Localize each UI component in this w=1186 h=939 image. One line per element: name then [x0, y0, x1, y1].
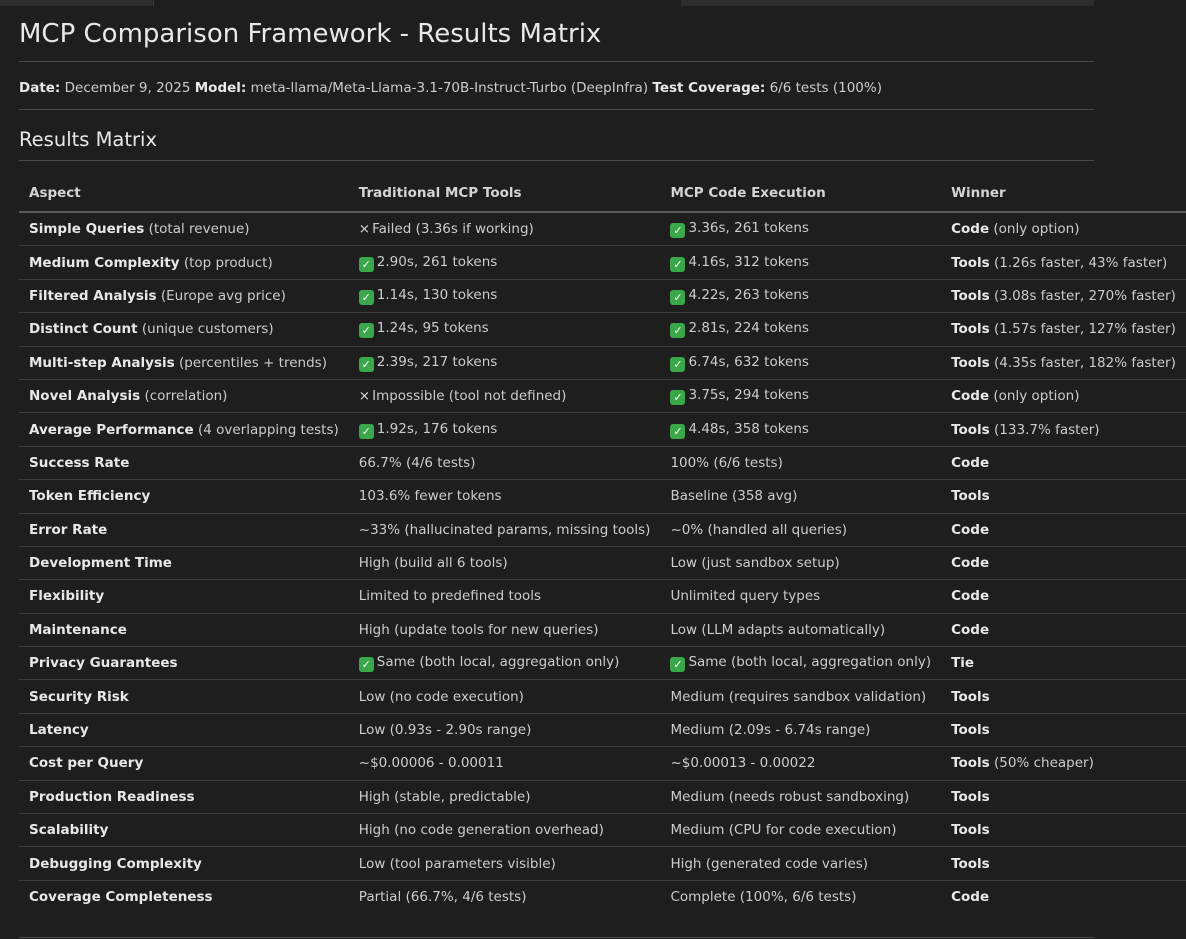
check-icon: ✓	[670, 223, 685, 238]
traditional-tools-value: Failed (3.36s if working)	[372, 221, 534, 238]
check-icon: ✓	[670, 424, 685, 439]
code-execution-value: 100% (6/6 tests)	[670, 454, 783, 471]
traditional-tools-value: Limited to predefined tools	[358, 588, 542, 605]
winner-name: Tools	[951, 822, 990, 839]
traditional-tools-value: High (update tools for new queries)	[358, 621, 599, 638]
winner-note: (4.35s faster, 182% faster)	[994, 354, 1176, 371]
aspect-cell	[19, 713, 349, 746]
table-row	[19, 647, 1186, 680]
aspect-cell	[19, 814, 349, 847]
aspect-cell	[19, 379, 349, 412]
traditional-tools-value: Low (tool parameters visible)	[358, 855, 556, 872]
table-row	[19, 413, 1186, 446]
winner-note: (only option)	[993, 221, 1080, 238]
aspect-cell	[19, 313, 349, 346]
winner-name: Code	[951, 555, 990, 572]
aspect-name: Security Risk	[29, 688, 129, 705]
aspect-note: (correlation)	[144, 388, 228, 405]
aspect-cell	[19, 480, 349, 513]
page-title: MCP Comparison Framework - Results Matrix	[19, 6, 1094, 62]
traditional-tools-value: 66.7% (4/6 tests)	[358, 454, 476, 471]
traditional-tools-cell	[349, 580, 661, 613]
traditional-tools-cell	[349, 313, 661, 346]
code-execution-cell	[660, 546, 941, 579]
winner-name: Code	[951, 621, 990, 638]
aspect-cell	[19, 279, 349, 312]
code-execution-value: Medium (CPU for code execution)	[670, 822, 897, 839]
winner-cell	[941, 379, 1186, 412]
winner-name: Tools	[951, 354, 990, 371]
code-execution-value: Medium (2.09s - 6.74s range)	[670, 722, 871, 739]
aspect-cell	[19, 246, 349, 279]
winner-note: (50% cheaper)	[994, 755, 1094, 772]
code-execution-value: Low (just sandbox setup)	[670, 555, 840, 572]
traditional-tools-cell	[349, 279, 661, 312]
aspect-note: (total revenue)	[148, 221, 250, 238]
code-execution-value: 4.48s, 358 tokens	[688, 420, 809, 437]
aspect-cell	[19, 212, 349, 246]
winner-name: Code	[951, 454, 990, 471]
table-row	[19, 546, 1186, 579]
winner-cell	[941, 613, 1186, 646]
winner-cell	[941, 480, 1186, 513]
aspect-cell	[19, 446, 349, 479]
traditional-tools-cell	[349, 613, 661, 646]
aspect-name: Distinct Count	[29, 321, 138, 338]
winner-name: Tools	[951, 287, 990, 304]
aspect-cell	[19, 546, 349, 579]
aspect-note: (4 overlapping tests)	[197, 421, 339, 438]
code-execution-cell	[660, 246, 941, 279]
traditional-tools-cell	[349, 246, 661, 279]
table-row	[19, 814, 1186, 847]
aspect-name: Production Readiness	[29, 788, 195, 805]
aspect-name: Cost per Query	[29, 755, 144, 772]
aspect-cell	[19, 580, 349, 613]
aspect-note: (percentiles + trends)	[178, 354, 327, 371]
code-execution-cell	[660, 379, 941, 412]
date-value: December 9, 2025	[64, 80, 191, 96]
winner-name: Code	[951, 388, 990, 405]
winner-note: (1.26s faster, 43% faster)	[994, 254, 1168, 271]
check-icon: ✓	[670, 323, 685, 338]
winner-cell	[941, 279, 1186, 312]
code-execution-cell	[660, 847, 941, 880]
traditional-tools-value: 1.92s, 176 tokens	[376, 420, 498, 437]
aspect-name: Debugging Complexity	[29, 855, 202, 872]
model-value: meta-llama/Meta-Llama-3.1-70B-Instruct-Turbo (DeepInfra)	[250, 80, 649, 96]
code-execution-value: ~0% (handled all queries)	[670, 521, 847, 538]
winner-name: Tools	[951, 421, 990, 438]
horizontal-rule	[19, 937, 1094, 938]
code-execution-cell	[660, 713, 941, 746]
traditional-tools-value: 2.39s, 217 tokens	[376, 353, 498, 370]
aspect-cell	[19, 747, 349, 780]
coverage-label: Test Coverage:	[652, 80, 766, 96]
traditional-tools-cell	[349, 346, 661, 379]
traditional-tools-cell	[349, 680, 661, 713]
traditional-tools-cell	[349, 212, 661, 246]
aspect-name: Success Rate	[29, 454, 130, 471]
aspect-name: Simple Queries	[29, 221, 145, 238]
check-icon: ✓	[670, 657, 685, 672]
aspect-cell	[19, 880, 349, 913]
winner-cell	[941, 346, 1186, 379]
table-row	[19, 313, 1186, 346]
traditional-tools-value: ~33% (hallucinated params, missing tools)	[358, 521, 651, 538]
date-label: Date:	[19, 80, 61, 96]
traditional-tools-cell	[349, 747, 661, 780]
traditional-tools-cell	[349, 847, 661, 880]
winner-name: Code	[951, 521, 990, 538]
aspect-note: (Europe avg price)	[160, 287, 286, 304]
winner-name: Code	[951, 889, 990, 905]
aspect-name: Latency	[29, 722, 89, 739]
traditional-tools-value: High (stable, predictable)	[358, 788, 531, 805]
traditional-tools-value: 1.14s, 130 tokens	[376, 286, 498, 303]
traditional-tools-value: Same (both local, aggregation only)	[376, 654, 620, 671]
code-execution-cell	[660, 513, 941, 546]
code-execution-value: 4.22s, 263 tokens	[688, 286, 809, 303]
header-code-execution: MCP Code Execution	[660, 175, 941, 212]
code-execution-cell	[660, 647, 941, 680]
aspect-name: Scalability	[29, 822, 109, 839]
code-execution-cell	[660, 680, 941, 713]
code-execution-value: Medium (needs robust sandboxing)	[670, 788, 910, 805]
winner-cell	[941, 647, 1186, 680]
aspect-cell	[19, 413, 349, 446]
aspect-cell	[19, 847, 349, 880]
winner-note: (3.08s faster, 270% faster)	[994, 287, 1176, 304]
traditional-tools-value: Impossible (tool not defined)	[372, 388, 567, 405]
aspect-cell	[19, 647, 349, 680]
table-row	[19, 480, 1186, 513]
horizontal-rule	[19, 109, 1094, 110]
code-execution-value: 2.81s, 224 tokens	[688, 320, 809, 337]
code-execution-value: Baseline (358 avg)	[670, 488, 798, 505]
check-icon: ✓	[670, 390, 685, 405]
aspect-cell	[19, 613, 349, 646]
winner-cell	[941, 212, 1186, 246]
traditional-tools-cell	[349, 780, 661, 813]
aspect-cell	[19, 346, 349, 379]
aspect-note: (top product)	[183, 254, 273, 271]
traditional-tools-value: Low (no code execution)	[358, 688, 524, 705]
results-matrix-table	[19, 175, 1186, 913]
winner-name: Tools	[951, 488, 990, 505]
check-icon: ✓	[359, 323, 374, 338]
aspect-name: Novel Analysis	[29, 388, 141, 405]
winner-cell	[941, 313, 1186, 346]
traditional-tools-cell	[349, 647, 661, 680]
traditional-tools-cell	[349, 513, 661, 546]
table-row	[19, 246, 1186, 279]
winner-cell	[941, 780, 1186, 813]
table-row	[19, 747, 1186, 780]
winner-cell	[941, 747, 1186, 780]
aspect-name: Development Time	[29, 555, 172, 572]
table-row	[19, 780, 1186, 813]
winner-cell	[941, 580, 1186, 613]
table-row	[19, 713, 1186, 746]
traditional-tools-cell	[349, 546, 661, 579]
code-execution-value: Same (both local, aggregation only)	[688, 654, 932, 671]
code-execution-value: High (generated code varies)	[670, 855, 869, 872]
code-execution-cell	[660, 413, 941, 446]
winner-cell	[941, 713, 1186, 746]
winner-cell	[941, 413, 1186, 446]
check-icon: ✓	[359, 290, 374, 305]
code-execution-value: 3.36s, 261 tokens	[688, 220, 809, 237]
aspect-name: Token Efficiency	[29, 488, 151, 505]
traditional-tools-cell	[349, 379, 661, 412]
aspect-note: (unique customers)	[141, 321, 274, 338]
aspect-name: Coverage Completeness	[29, 889, 213, 905]
winner-name: Tools	[951, 855, 990, 872]
winner-name: Tools	[951, 788, 990, 805]
code-execution-value: ~$0.00013 - 0.00022	[670, 755, 816, 772]
table-row	[19, 379, 1186, 412]
winner-cell	[941, 513, 1186, 546]
aspect-name: Privacy Guarantees	[29, 655, 178, 672]
table-row	[19, 580, 1186, 613]
coverage-value: 6/6 tests (100%)	[769, 80, 882, 96]
winner-cell	[941, 680, 1186, 713]
winner-cell	[941, 446, 1186, 479]
table-row	[19, 880, 1186, 913]
winner-note: (133.7% faster)	[994, 421, 1100, 438]
traditional-tools-value: Low (0.93s - 2.90s range)	[358, 722, 532, 739]
code-execution-cell	[660, 346, 941, 379]
winner-cell	[941, 814, 1186, 847]
winner-name: Code	[951, 588, 990, 605]
code-execution-value: 3.75s, 294 tokens	[688, 387, 809, 404]
cross-icon: ×	[358, 221, 371, 238]
winner-name: Tools	[951, 688, 990, 705]
check-icon: ✓	[670, 257, 685, 272]
table-row	[19, 613, 1186, 646]
metadata-line	[19, 80, 1094, 100]
winner-name: Tools	[951, 722, 990, 739]
winner-name: Tie	[951, 655, 975, 672]
table-row	[19, 212, 1186, 246]
traditional-tools-cell	[349, 480, 661, 513]
aspect-cell	[19, 513, 349, 546]
winner-name: Tools	[951, 755, 990, 772]
traditional-tools-value: 1.24s, 95 tokens	[376, 320, 489, 337]
code-execution-value: 4.16s, 312 tokens	[688, 253, 809, 270]
traditional-tools-cell	[349, 413, 661, 446]
traditional-tools-value: High (build all 6 tools)	[358, 555, 508, 572]
check-icon: ✓	[359, 424, 374, 439]
aspect-name: Flexibility	[29, 588, 105, 605]
aspect-name: Multi-step Analysis	[29, 354, 175, 371]
traditional-tools-value: ~$0.00006 - 0.00011	[358, 755, 504, 772]
code-execution-cell	[660, 880, 941, 913]
table-row	[19, 513, 1186, 546]
winner-name: Tools	[951, 321, 990, 338]
traditional-tools-cell	[349, 446, 661, 479]
code-execution-cell	[660, 279, 941, 312]
table-row	[19, 346, 1186, 379]
code-execution-value: Complete (100%, 6/6 tests)	[670, 889, 857, 905]
aspect-name: Filtered Analysis	[29, 287, 157, 304]
code-execution-value: Unlimited query types	[670, 588, 821, 605]
section-heading: Results Matrix	[19, 128, 1094, 161]
code-execution-cell	[660, 480, 941, 513]
winner-name: Code	[951, 221, 990, 238]
check-icon: ✓	[359, 657, 374, 672]
traditional-tools-value: Partial (66.7%, 4/6 tests)	[358, 889, 527, 905]
table-body	[19, 212, 1186, 913]
code-execution-cell	[660, 613, 941, 646]
winner-cell	[941, 880, 1186, 913]
code-execution-value: Medium (requires sandbox validation)	[670, 688, 927, 705]
check-icon: ✓	[359, 357, 374, 372]
header-winner: Winner	[941, 175, 1186, 212]
winner-cell	[941, 246, 1186, 279]
model-label: Model:	[194, 80, 247, 96]
table-row	[19, 680, 1186, 713]
table-row	[19, 279, 1186, 312]
cross-icon: ×	[358, 388, 371, 405]
winner-note: (only option)	[993, 388, 1080, 405]
code-execution-value: 6.74s, 632 tokens	[688, 353, 809, 370]
winner-cell	[941, 546, 1186, 579]
code-execution-value: Low (LLM adapts automatically)	[670, 621, 886, 638]
winner-cell	[941, 847, 1186, 880]
check-icon: ✓	[359, 257, 374, 272]
markdown-preview	[19, 6, 1176, 913]
traditional-tools-value: 2.90s, 261 tokens	[376, 253, 498, 270]
aspect-cell	[19, 680, 349, 713]
aspect-name: Average Performance	[29, 421, 194, 438]
table-header-row	[19, 175, 1186, 212]
code-execution-cell	[660, 313, 941, 346]
header-traditional-tools: Traditional MCP Tools	[349, 175, 661, 212]
check-icon: ✓	[670, 357, 685, 372]
code-execution-cell	[660, 747, 941, 780]
code-execution-cell	[660, 212, 941, 246]
aspect-name: Maintenance	[29, 621, 127, 638]
check-icon: ✓	[670, 290, 685, 305]
aspect-name: Error Rate	[29, 521, 108, 538]
aspect-cell	[19, 780, 349, 813]
code-execution-cell	[660, 814, 941, 847]
traditional-tools-cell	[349, 880, 661, 913]
code-execution-cell	[660, 580, 941, 613]
winner-note: (1.57s faster, 127% faster)	[994, 321, 1176, 338]
table-row	[19, 446, 1186, 479]
code-execution-cell	[660, 780, 941, 813]
aspect-name: Medium Complexity	[29, 254, 180, 271]
traditional-tools-cell	[349, 713, 661, 746]
table-row	[19, 847, 1186, 880]
code-execution-cell	[660, 446, 941, 479]
winner-name: Tools	[951, 254, 990, 271]
traditional-tools-value: 103.6% fewer tokens	[358, 488, 502, 505]
header-aspect: Aspect	[19, 175, 349, 212]
traditional-tools-cell	[349, 814, 661, 847]
traditional-tools-value: High (no code generation overhead)	[358, 822, 604, 839]
